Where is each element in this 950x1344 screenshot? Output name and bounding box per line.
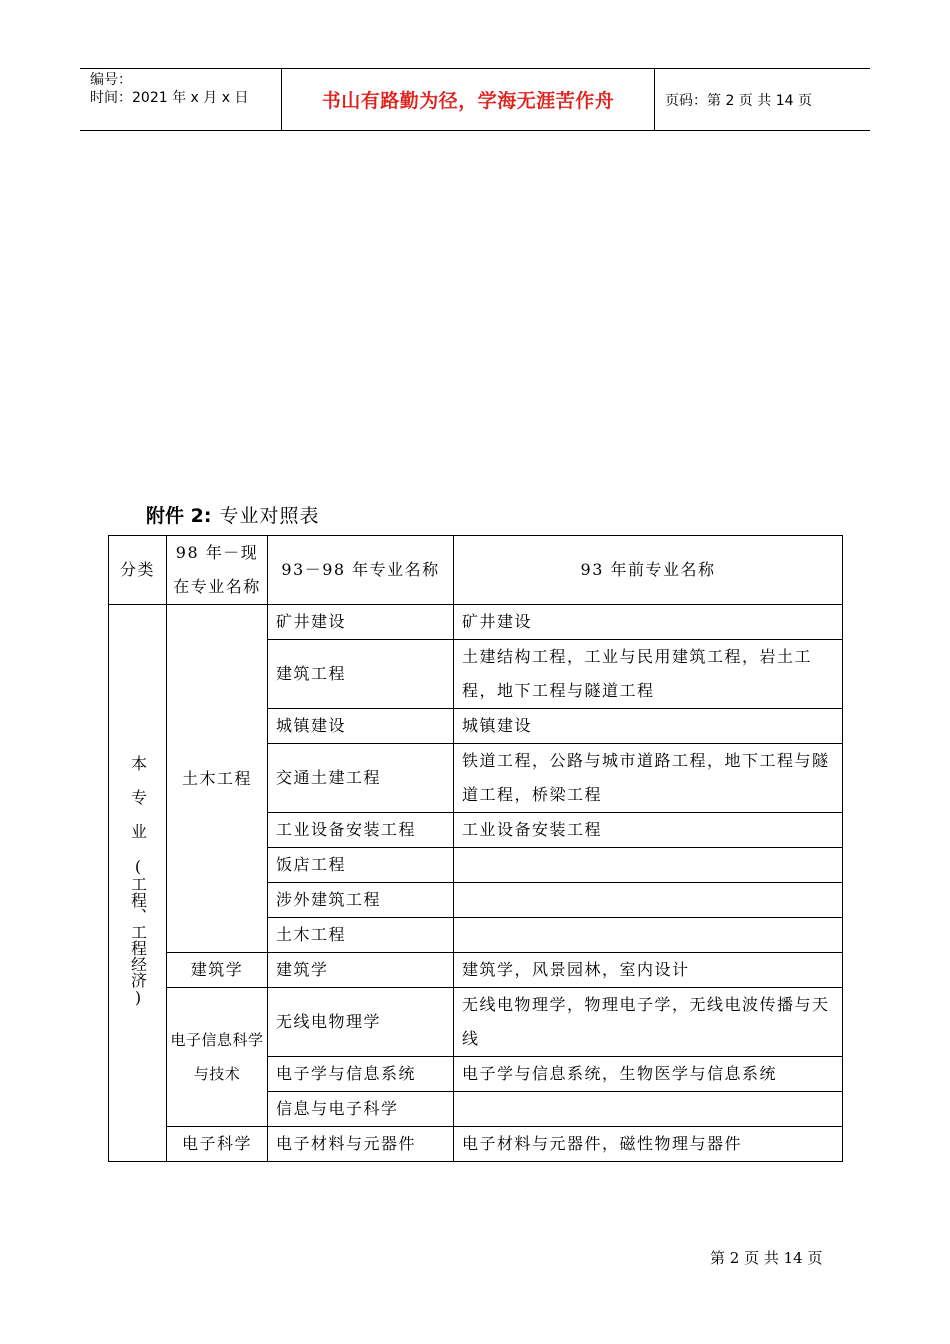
old-name-cell: 工业设备安装工程 [454,813,843,848]
old-name-cell: 电子材料与元器件，磁性物理与器件 [454,1127,843,1162]
header-page-number: 页码：第 2 页 共 14 页 [665,92,812,109]
table-row [109,1127,843,1162]
caption-title: 专业对照表 [219,505,320,527]
header-category: 分类 [109,536,167,605]
mid-name-cell: 饭店工程 [268,848,454,883]
page-header [80,68,870,131]
header-current-name: 98 年－现在专业名称 [167,536,268,605]
old-name-cell [454,1092,843,1127]
table-row [109,988,843,1057]
old-name-cell: 无线电物理学，物理电子学，无线电波传播与天线 [454,988,843,1057]
mid-name-cell: 城镇建设 [268,709,454,744]
category-vertical-text [128,755,148,1007]
mid-name-cell: 交通土建工程 [268,744,454,813]
category-cell [109,605,167,1162]
old-name-cell: 土建结构工程，工业与民用建筑工程，岩土工程，地下工程与隧道工程 [454,640,843,709]
header-number: 编号： [90,72,132,88]
page-footer: 第 2 页 共 14 页 [710,1249,823,1267]
header-old-name: 93 年前专业名称 [454,536,843,605]
old-name-cell [454,918,843,953]
header-mid-name: 93－98 年专业名称 [268,536,454,605]
category-text-sub: (工程、工程经济) [128,856,148,1007]
old-name-cell: 矿井建设 [454,605,843,640]
table-header-row [109,536,843,605]
current-name-cell: 电子科学 [167,1127,268,1162]
table-caption [146,503,319,529]
mid-name-cell: 土木工程 [268,918,454,953]
table-row [109,953,843,988]
old-name-cell [454,848,843,883]
mid-name-cell: 矿井建设 [268,605,454,640]
mid-name-cell: 信息与电子科学 [268,1092,454,1127]
mid-name-cell: 工业设备安装工程 [268,813,454,848]
old-name-cell: 电子学与信息系统，生物医学与信息系统 [454,1057,843,1092]
mid-name-cell: 建筑学 [268,953,454,988]
current-name-cell: 土木工程 [167,605,268,953]
header-motto: 书山有路勤为径，学海无涯苦作舟 [282,69,655,130]
old-name-cell: 建筑学，风景园林，室内设计 [454,953,843,988]
category-text-main: 本专业 [128,754,148,857]
mid-name-cell: 无线电物理学 [268,988,454,1057]
mid-name-cell: 电子材料与元器件 [268,1127,454,1162]
header-meta [80,69,282,130]
caption-attachment-label: 附件 2: [146,505,212,527]
old-name-cell: 铁道工程，公路与城市道路工程，地下工程与隧道工程，桥梁工程 [454,744,843,813]
mid-name-cell: 涉外建筑工程 [268,883,454,918]
old-name-cell: 城镇建设 [454,709,843,744]
old-name-cell [454,883,843,918]
current-name-cell: 电子信息科学与技术 [167,988,268,1127]
mid-name-cell: 建筑工程 [268,640,454,709]
table-row [109,605,843,640]
mid-name-cell: 电子学与信息系统 [268,1057,454,1092]
current-name-cell: 建筑学 [167,953,268,988]
header-time: 时间：2021 年 x 月 x 日 [90,90,249,106]
major-comparison-table [108,535,843,1162]
